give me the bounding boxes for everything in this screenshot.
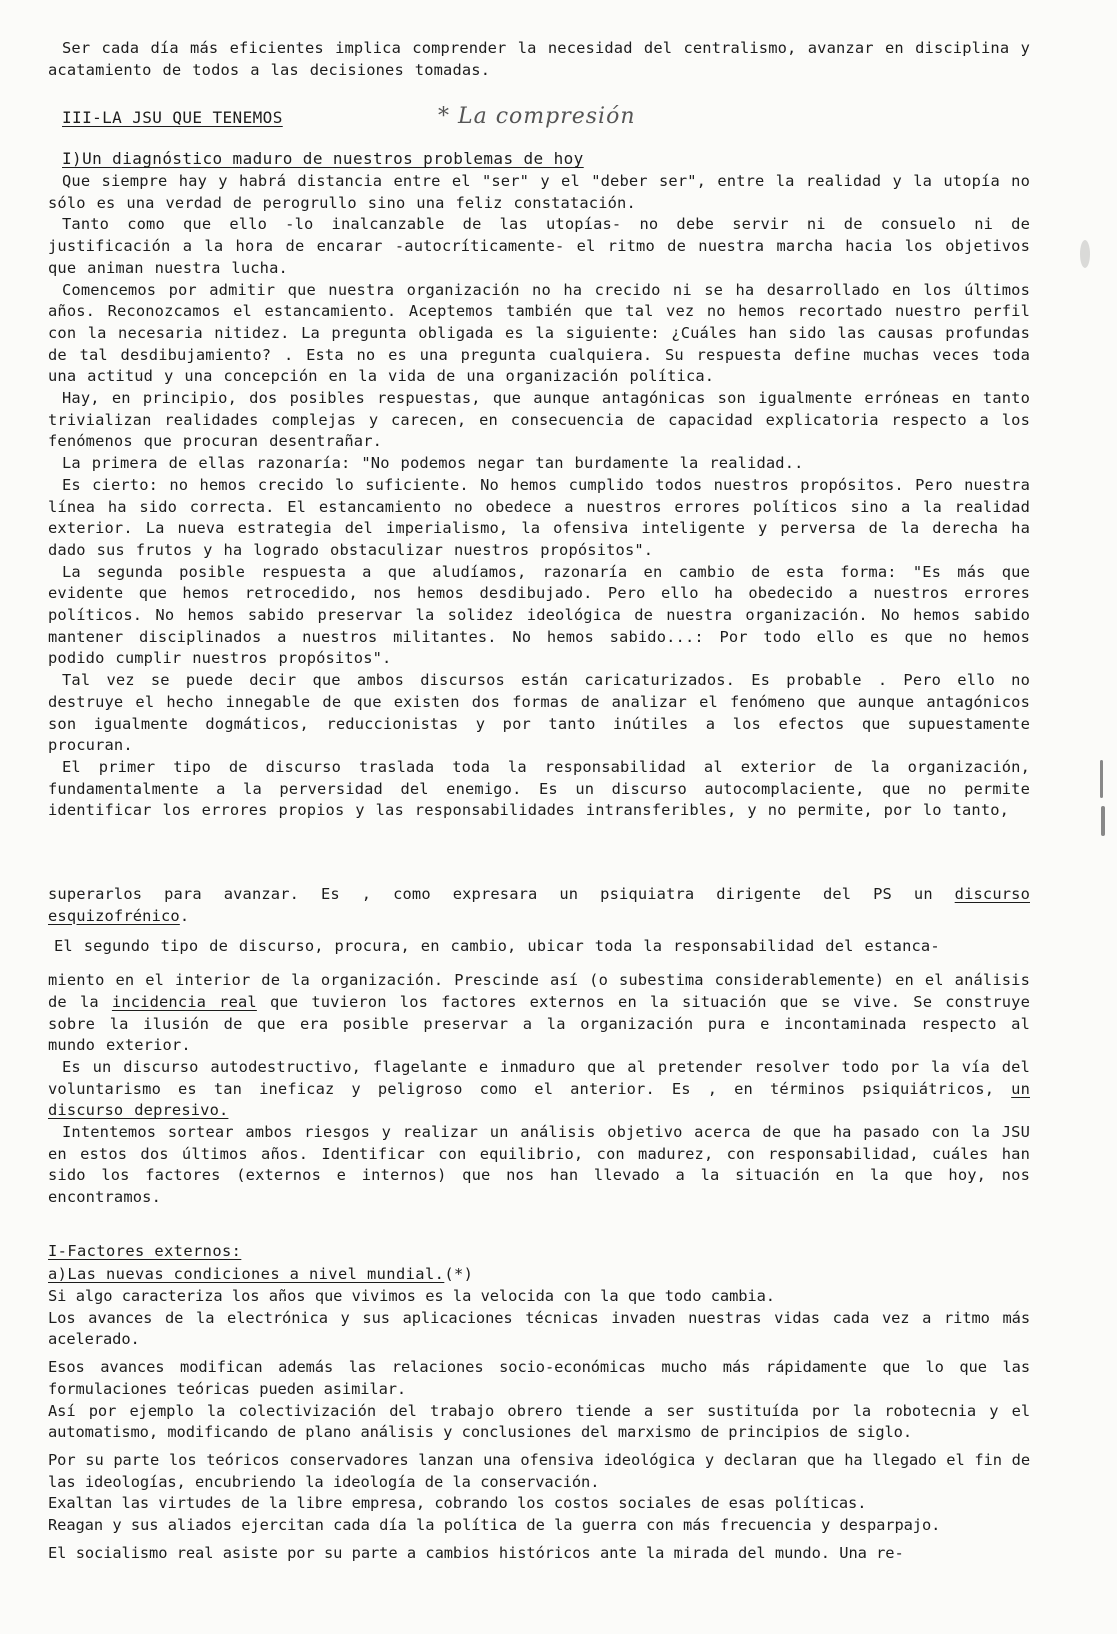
paragraph-incidencia	[48, 970, 1030, 1057]
paragraph: Por su parte los teóricos conservadores lanzan una ofensiva ideológica y declaran que ha llegado el fin de las ideologías, encubriendo la ideología de la conservación.	[48, 1450, 1030, 1491]
paragraph: Si algo caracteriza los años que vivimos es la velocida con la que todo cambia.	[48, 1287, 775, 1305]
continuation-body	[48, 884, 1030, 1209]
factores-subheading: a)Las nuevas condiciones a nivel mundial.	[48, 1265, 445, 1283]
scan-smudge	[1080, 240, 1090, 268]
paragraph: Exaltan las virtudes de la libre empresa, cobrando los costos sociales de esas políticas.	[48, 1494, 867, 1513]
paragraph: Es cierto: no hemos crecido lo suficiente. No hemos cumplido todos nuestros propósitos. Pero nuestra línea ha sido correcta. El estancamiento no obedece a nuestros errores políticos sino a la realidad exterior. La nueva estrategia del imperialismo, la ofensiva inteligente y perversa de la derecha ha dado sus frutos y ha logrado obstaculizar nuestros propósitos".	[48, 475, 1030, 559]
underlined-text: incidencia real	[111, 992, 257, 1011]
paragraph-depresivo	[48, 1057, 1030, 1122]
text-span: Es un discurso autodestructivo, flagelante e inmaduro que al pretender resolver todo por la vía del voluntarismo es tan ineficaz y peligroso como el anterior. Es , en términos psiquiátricos,	[48, 1057, 1030, 1098]
paragraph: Tal vez se puede decir que ambos discursos están caricaturizados. Es probable . Pero ello no destruye el hecho innegable de que existen dos formas de analizar el fenómeno que aunque antagónicos son igualmente dogmáticos, reduccionistas y por tanto inútiles a los efectos que supuestamente procuran.	[48, 671, 1030, 755]
factores-subheading-row	[48, 1264, 1030, 1284]
factores-heading: I-Factores externos:	[48, 1242, 242, 1260]
factores-heading-row	[48, 1241, 1030, 1261]
section3-body	[48, 171, 1030, 822]
scan-mark	[1100, 760, 1103, 798]
paragraph: El segundo tipo de discurso, procura, en cambio, ubicar toda la responsabilidad del estanca-	[54, 937, 940, 956]
paragraph: Así por ejemplo la colectivización del trabajo obrero tiende a ser sustituída por la robotecnia y el automatismo, modificando de plano análisis y conclusiones del marxismo de principios de siglo.	[48, 1401, 1030, 1442]
factores-body	[48, 1286, 1030, 1564]
paragraph: Reagan y sus aliados ejercitan cada día la política de la guerra con más frecuencia y desparpajo.	[48, 1516, 941, 1535]
paragraph: Que siempre hay y habrá distancia entre el "ser" y el "deber ser", entre la realidad y la utopía no sólo es una verdad de perogrullo sino una feliz constatación.	[48, 172, 1030, 212]
paragraph: Esos avances modifican además las relaciones socio-económicas mucho más rápidamente que lo que las formulaciones teóricas pueden asimilar.	[48, 1358, 1030, 1398]
paragraph: El primer tipo de discurso traslada toda la responsabilidad al exterior de la organización, fundamentalmente a la perversidad del enemigo. Es un discurso autocomplaciente, que no permite identificar los errores propios y las responsabilidades intransferibles, y no permite, por lo tanto,	[48, 757, 1030, 820]
scan-mark	[1101, 806, 1105, 836]
paragraph: El socialismo real asiste por su parte a cambios históricos ante la mirada del mundo. Una re-	[48, 1543, 904, 1562]
paragraph-esquizofrenico	[48, 884, 1030, 927]
text-span: miento en el interior de la organización. Prescinde así (o subestima considerablemente) en el análisis de la	[48, 971, 1030, 1011]
paragraph: La primera de ellas razonaría: "No podemos negar tan burdamente la realidad..	[62, 454, 804, 473]
underlined-text: un discurso depresivo.	[48, 1079, 1030, 1120]
paragraph: Intentemos sortear ambos riesgos y realizar un análisis objetivo acerca de que ha pasado con la JSU en estos dos últimos años. Identificar con equilibrio, con madurez, con responsabilidad, cuáles han sido los factores (externos e internos) que nos han llevado a la situación en la que hoy, nos encontramos.	[48, 1123, 1030, 1207]
paragraph-centralismo: Ser cada día más eficientes implica comprender la necesidad del centralismo, avanzar en disciplina y acatamiento de todos a las decisiones tomadas.	[48, 39, 1030, 79]
text-span: superarlos para avanzar. Es , como expresara un psiquiatra dirigente del PS un	[48, 885, 955, 903]
paragraph: La segunda posible respuesta a que aludíamos, razonaría en cambio de esta forma: "Es más que evidente que hemos retrocedido, nos hemos desdibujado. Pero ello ha obedecido a nuestros errores políticos. No hemos sabido preservar la solidez ideológica de nuestra organización. No hemos sabido mantener disciplinados a nuestros militantes. No hemos sabido...: Por todo ello es que no hemos podido cumplir nuestros propósitos".	[48, 562, 1030, 668]
text-span: .	[179, 906, 190, 925]
footnote-mark: (*)	[444, 1265, 474, 1283]
subheading-diagnostico: I)Un diagnóstico maduro de nuestros problemas de hoy	[62, 149, 584, 168]
paragraph: Tanto como que ello -lo inalcanzable de las utopías- no debe servir ni de consuelo ni de justificación a la hora de encarar -autocríticamente- el ritmo de nuestra marcha hacia los objetivos que animan nuestra lucha.	[48, 215, 1030, 277]
handwritten-note: * La compresión	[438, 104, 636, 129]
paragraph: Comencemos por admitir que nuestra organización no ha crecido ni se ha desarrollado en los últimos años. Reconozcamos el estancamiento. Aceptemos también que tal vez no hemos recortado nuestro perfil con la necesaria nitidez. La pregunta obligada es la siguiente: ¿Cuáles han sido las causas profundas de tal desdibujamiento? . Esta no es una pregunta cualquiera. Su respuesta define muchas veces toda una actitud y una concepción en la vida de una organización política.	[48, 280, 1030, 386]
paragraph: Hay, en principio, dos posibles respuestas, que aunque antagónicas son igualmente erróneas en tanto trivializan realidades complejas y carecen, en consecuencia de capacidad explicatoria respecto a los fenómenos que procuran desentrañar.	[48, 389, 1030, 451]
section-heading: III-LA JSU QUE TENEMOS	[62, 108, 283, 127]
subheading-row	[48, 149, 1030, 169]
text-span: que tuvieron los factores externos en la situación que se vive. Se construye sobre la ilusión de que era posible preservar a la organización pura e incontaminada respecto al mundo exterior.	[48, 992, 1031, 1055]
underlined-text: discurso esquizofrénico	[48, 885, 1030, 925]
paragraph: Los avances de la electrónica y sus aplicaciones técnicas invaden nuestras vidas cada vez a ritmo más acelerado.	[48, 1308, 1030, 1349]
